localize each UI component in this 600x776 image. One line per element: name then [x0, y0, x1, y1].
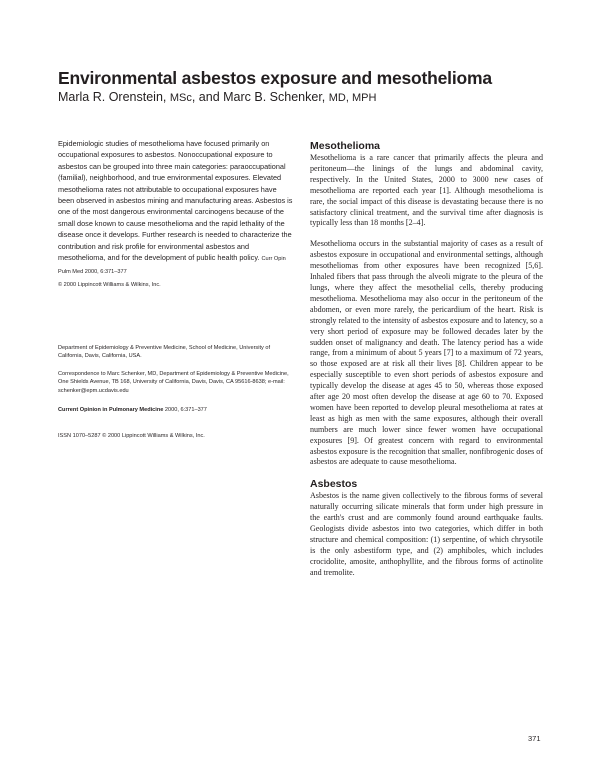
- body-column: [310, 139, 543, 579]
- author-1-name: Marla R. Orenstein,: [58, 90, 167, 104]
- journal-volume: 2000, 6:371–377: [163, 406, 207, 413]
- author-2-name: Marc B. Schenker,: [223, 90, 326, 104]
- journal-citation: [58, 406, 294, 414]
- journal-name: Current Opinion in Pulmonary Medicine: [58, 406, 164, 413]
- body-paragraph: Mesothelioma is a rare cancer that primarily affects the pleura and peritoneum—the linings of the lungs and abdominal cavity, respectively. In the United States, 2000 to 3000 new cases of mesothelioma are reported each year [1]. Although mesothelioma is rare, the social impact of this disease is devastating because there is no satisfactory clinical treatment, and the survival time after diagnosis is typically less than 18 months [2–4].: [310, 153, 543, 228]
- abstract-copyright: © 2000 Lippincott Williams & Wilkins, Inc.: [58, 281, 161, 288]
- abstract: [58, 138, 294, 279]
- issn-line: ISSN 1070–5287 © 2000 Lippincott Williams & Wilkins, Inc.: [58, 432, 205, 439]
- body-paragraph: Asbestos is the name given collectively to the fibrous forms of several naturally occurring silicate minerals that form under high pressure in the earth's crust and are commonly found around earthquake faults. Geologists divide asbestos into two categories, which differ in both structure and chemical composition: (1) serpentine, of which chrysotile is the only asbestiform type, and (2) amphiboles, which includes crocidolite, amosite, anthophyllite, and the fibrous forms of actinolite and tremolite.: [310, 491, 543, 577]
- body-paragraph: Mesothelioma occurs in the substantial majority of cases as a result of asbestos exposure in occupational and environmental settings, although mesotheliomas from other exposures have been recognized [5,6]. Inhaled fibers that pass through the alveoli migrate to the pleura of the lungs, where they affect the mesothelial cells, thereby producing mesothelioma. Mesothelioma may also occur in the peritoneum of the abdomen, or even more rarely, the pericardium of the heart. Risk is strongly related to the intensity of asbestos exposure and to latency, so a very short period of exposure may be followed decades later by the sudden onset of malignancy and death. The latency period has a wide range, from a minimum of about 5 years [7] to a maximum of 72 years, so those exposed are at risk all their lives [8]. Children appear to be especially susceptible to even short periods of asbestos exposure and typically develop the disease at ages 45 to 50, whereas those exposed after age 20 most often develop the disease at age 60 to 70. Exposed women have been reported to develop pleural mesothelioma at rates at least as high as men with the same exposures, although their overall numbers are much lower since fewer women have occupational exposures [9]. Of greatest concern with regard to environmental asbestos exposure is the recognition that smaller, nonfibrogenic doses of asbestos are adequate to cause mesothelioma.: [310, 239, 543, 467]
- author-1-degree: MSc: [169, 92, 192, 104]
- section-heading-mesothelioma: Mesothelioma: [310, 140, 381, 152]
- author-line: [58, 89, 558, 106]
- author-affiliation: Department of Epidemiology & Preventive Medicine, School of Medicine, University of California, Davis, California, USA.: [58, 344, 271, 360]
- correspondence: Correspondence to Marc Schenker, MD, Department of Epidemiology & Preventive Medicine, One Shields Avenue, TB 168, University of California, Davis, Davis, CA 95616-8638; e-mail: schenker@epm.ucdavis.edu: [58, 370, 289, 394]
- abstract-citation: Curr Opin Pulm Med 2000, 6:371–377: [58, 256, 286, 276]
- abstract-text: Epidemiologic studies of mesothelioma have focused primarily on occupational exposures to asbestos. Nonoccupational exposure to asbestos can be grouped into three main categories: paraoccupational (familial), neighborhood, and true environmental exposures. Elevated mesothelioma rates not attributable to occupational exposures have been observed in asbestos mining and manufacturing areas. Asbestos is one of the most dangerous environmental carcinogens because of the small dose known to cause mesothelioma and the rapid lethality of the disease once it develops. Further research is needed to characterize the contribution and risk profile for environmental asbestos and mesothelioma, and for the development of public health policy.: [58, 139, 293, 263]
- front-matter-column: [58, 138, 294, 440]
- author-connector: , and: [191, 90, 224, 104]
- section-heading-asbestos: Asbestos: [310, 478, 358, 491]
- page-number: 371: [528, 734, 541, 743]
- author-2-degree: MD, MPH: [328, 92, 377, 104]
- article-title: Environmental asbestos exposure and mesothelioma: [58, 68, 492, 88]
